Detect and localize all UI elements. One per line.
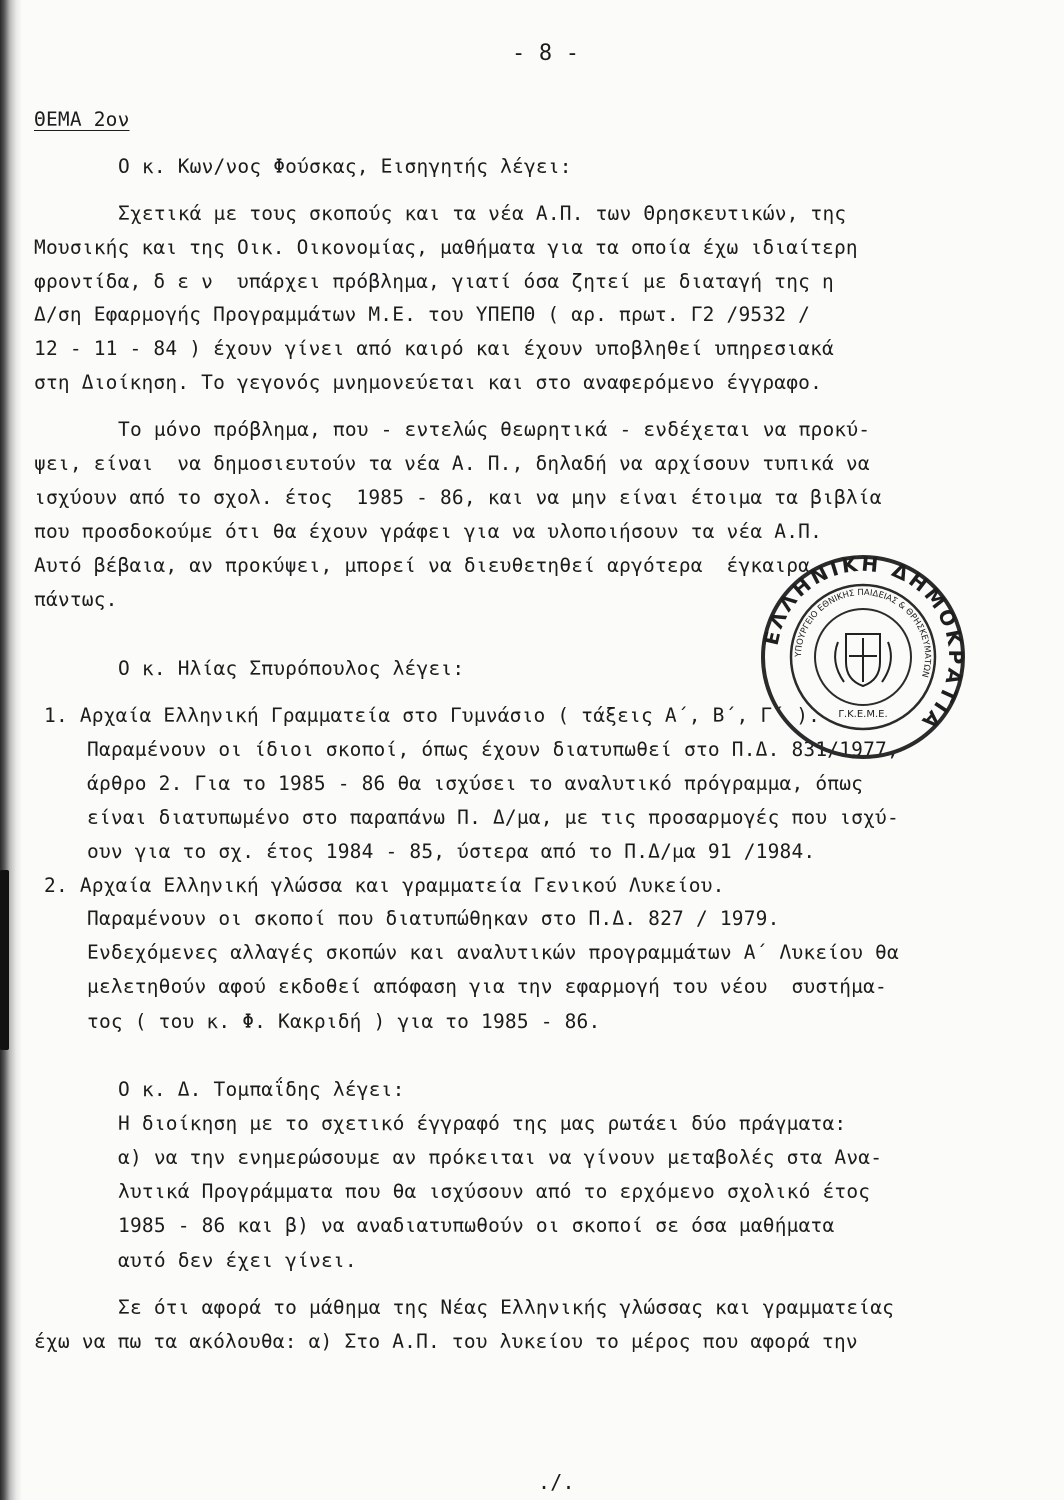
- text-line: που προσδοκούμε ότι θα έχουν γράφει για να υλοποιήσουν τα νέα Α.Π.: [34, 520, 823, 543]
- text-line: Ο κ. Ηλίας Σπυρόπουλος λέγει:: [118, 657, 465, 680]
- binding-edge: [0, 0, 22, 1500]
- official-stamp: [758, 552, 968, 762]
- text-line: 1985 - 86 και β) να αναδιατυπωθούν οι σκοποί σε όσα μαθήματα: [118, 1214, 835, 1237]
- text-line: φροντίδα, δ ε ν υπάρχει πρόβλημα, γιατί όσα ζητεί με διαταγή της η: [34, 270, 834, 293]
- text-line: Μουσικής και της Οικ. Οικονομίας, μαθήματα για τα οποία έχω ιδιαίτερη: [34, 236, 858, 259]
- text-line: μελετηθούν αφού εκδοθεί απόφαση για την εφαρμογή του νέου συστήμα-: [87, 975, 887, 998]
- text-line: Σχετικά με τους σκοπούς και τα νέα Α.Π. των Θρησκευτικών, της: [118, 202, 847, 225]
- text-line: Το μόνο πρόβλημα, που - εντελώς θεωρητικά - ενδέχεται να προκύ-: [118, 418, 871, 441]
- text-line: Ο κ. Δ. Τομπαΐδης λέγει:: [118, 1078, 405, 1101]
- text-line: Αυτό βέβαια, αν προκύψει, μπορεί να διευθετηθεί αργότερα έγκαιρα: [34, 554, 811, 577]
- stamp-outer-text: ΕΛΛΗΝΙΚΗ ΔΗΜΟΚΡΑΤΙΑ: [758, 552, 968, 736]
- section-heading: ΘΕΜΑ 2ον: [34, 108, 130, 131]
- stamp-inner-text: ΥΠΟΥΡΓΕΙΟ ΕΘΝΙΚΗΣ ΠΑΙΔΕΙΑΣ & ΘΡΗΣΚΕΥΜΑΤΩΝ: [793, 587, 933, 679]
- text-line: πάντως.: [34, 588, 118, 611]
- page-number: - 8 -: [512, 41, 580, 66]
- text-line: Παραμένουν οι σκοποί που διατυπώθηκαν στο Π.Δ. 827 / 1979.: [87, 907, 780, 930]
- text-line: Σε ότι αφορά το μάθημα της Νέας Ελληνικής γλώσσας και γραμματείας: [118, 1296, 895, 1319]
- text-line: είναι διατυπωμένο στο παραπάνω Π. Δ/μα, με τις προσαρμογές που ισχύ-: [87, 806, 899, 829]
- text-line: Η διοίκηση με το σχετικό έγγραφό της μας ρωτάει δύο πράγματα:: [118, 1112, 847, 1135]
- text-line: Δ/ση Εφαρμογής Προγραμμάτων Μ.Ε. του ΥΠΕΠΘ ( αρ. πρωτ. Γ2 /9532 /: [34, 303, 811, 326]
- text-line: ουν για το σχ. έτος 1984 - 85, ύστερα από το Π.Δ/μα 91 /1984.: [87, 840, 816, 863]
- binding-clip: [0, 870, 9, 1050]
- text-line: αυτό δεν έχει γίνει.: [118, 1249, 357, 1272]
- text-line: Ο κ. Κων/νος Φούσκας, Εισηγητής λέγει:: [118, 155, 572, 178]
- stamp-bottom-text: Γ.Κ.Ε.Μ.Ε.: [838, 709, 888, 720]
- text-line: Ενδεχόμενες αλλαγές σκοπών και αναλυτικών προγραμμάτων Α΄ Λυκείου θα: [87, 941, 899, 964]
- text-line: ισχύουν από το σχολ. έτος 1985 - 86, και να μην είναι έτοιμα τα βιβλία: [34, 486, 882, 509]
- text-line: στη Διοίκηση. Το γεγονός μνημονεύεται και στο αναφερόμενο έγγραφο.: [34, 371, 823, 394]
- text-line: λυτικά Προγράμματα που θα ισχύσουν από το ερχόμενο σχολικό έτος: [118, 1180, 871, 1203]
- text-line: 1. Αρχαία Ελληνική Γραμματεία στο Γυμνάσιο ( τάξεις Α΄, Β΄, Γ΄ ).: [44, 704, 821, 727]
- coat-of-arms-icon: [835, 634, 891, 686]
- text-line: έχω να πω τα ακόλουθα: α) Στο Α.Π. του λυκείου το μέρος που αφορά την: [34, 1330, 858, 1353]
- text-line: άρθρο 2. Για το 1985 - 86 θα ισχύσει το αναλυτικό πρόγραμμα, όπως: [87, 772, 864, 795]
- text-line: 2. Αρχαία Ελληνική γλώσσα και γραμματεία Γενικού Λυκείου.: [44, 874, 725, 897]
- continuation-mark: ./.: [538, 1470, 575, 1494]
- text-line: ψει, είναι να δημοσιευτούν τα νέα Α. Π., δηλαδή να αρχίσουν τυπικά να: [34, 452, 870, 475]
- text-line: α) να την ενημερώσουμε αν πρόκειται να γίνουν μεταβολές στα Ανα-: [118, 1146, 883, 1169]
- text-line: τος ( του κ. Φ. Κακριδή ) για το 1985 - 86.: [87, 1010, 601, 1033]
- text-line: Παραμένουν οι ίδιοι σκοποί, όπως έχουν διατυπωθεί στο Π.Δ. 831/1977,: [87, 738, 899, 761]
- text-line: 12 - 11 - 84 ) έχουν γίνει από καιρό και έχουν υποβληθεί υπηρεσιακά: [34, 337, 834, 360]
